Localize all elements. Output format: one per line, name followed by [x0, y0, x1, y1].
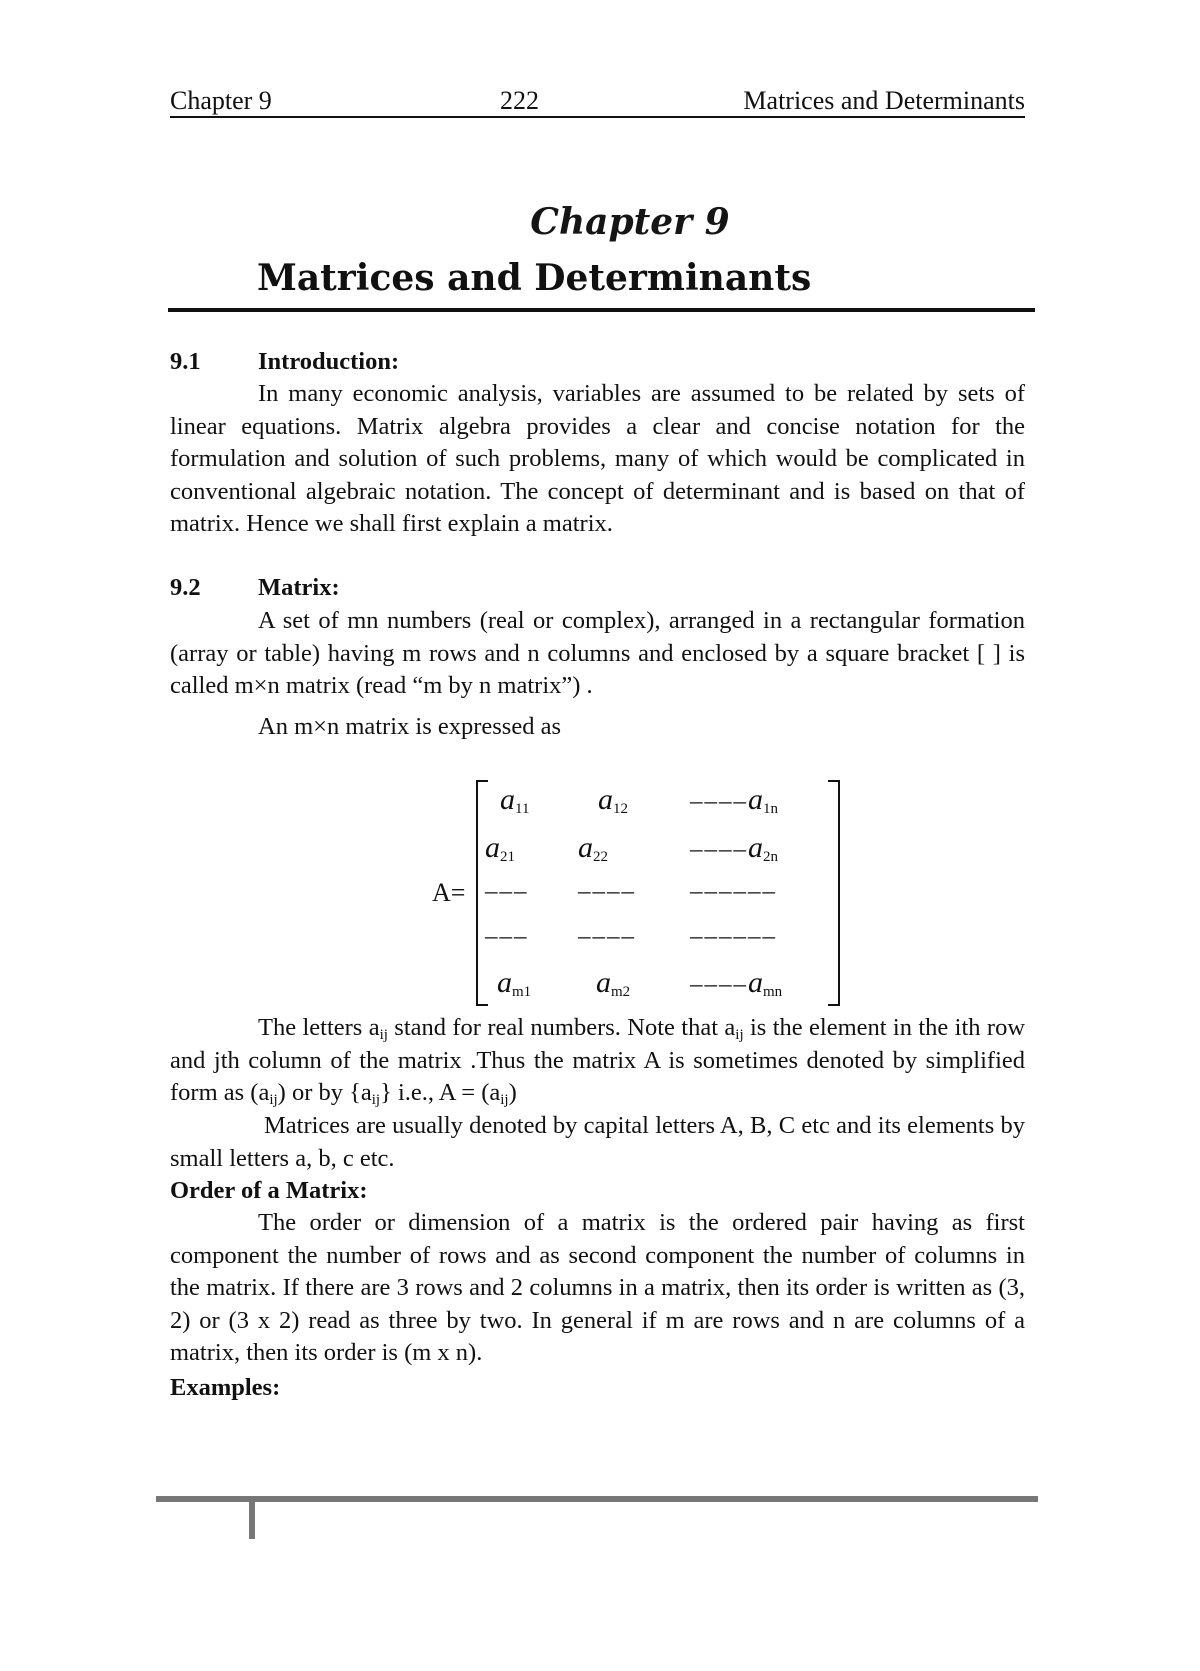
header-page-number: 222	[500, 86, 539, 115]
chapter-title: Matrices and Determinants	[257, 257, 812, 299]
matrix-cell: $a_{11}$	[500, 783, 530, 817]
matrix-paragraph: A set of mn numbers (real or complex), arranged in a rectangular formation (array or table) having m rows and n columns and enclosed by a square bracket [ ] is called m×n matrix (read “m by n matrix”) .	[170, 607, 1025, 699]
elements-paragraph: The letters $a_{ij}$ stand for real numbers. Note that $a_{ij}$ is the element in the ith row and jth column of the matrix .Thus the matrix A is sometimes denoted by simplified form as $(a_{ij})$ or by $\{a_{ij}\}$ i.e., $A = (a_{ij})$	[170, 1014, 1026, 1108]
section-number: 9.1	[170, 348, 201, 375]
header-chapter: Chapter 9	[170, 86, 272, 115]
matrix-cell: $a_{21}$	[485, 831, 515, 865]
matrix-expressed-line: An m×n matrix is expressed as	[258, 713, 561, 740]
matrix-cell: $a_{m2}$	[596, 966, 631, 1000]
order-heading: Order of a Matrix:	[170, 1177, 368, 1204]
running-header	[170, 86, 1025, 118]
footer-rule	[156, 1496, 1038, 1502]
matrix-dashes: ––––	[578, 878, 636, 905]
matrix-dashes: –––	[485, 923, 529, 950]
title-rule	[168, 308, 1035, 312]
matrix-right-bracket	[828, 780, 840, 1006]
matrix-cell: $----a_{1n}$	[690, 783, 778, 817]
matrix-cell: $----a_{2n}$	[690, 831, 778, 865]
matrix-dashes: ––––––	[690, 923, 777, 950]
order-paragraph: The order or dimension of a matrix is the ordered pair having as first component the number of rows and as second component the number of columns in the matrix. If there are 3 rows and 2 columns in a matrix, then its order is written as (3, 2) or (3 x 2) read as three by two. In general if m are rows and n are columns of a matrix, then its order is (m x n).	[170, 1209, 1025, 1366]
notation-paragraph: Matrices are usually denoted by capital letters A, B, C etc and its elements by small letters a, b, c etc.	[170, 1112, 1025, 1172]
examples-heading: Examples:	[170, 1374, 281, 1401]
matrix-dashes: ––––	[578, 923, 636, 950]
chapter-label: Chapter 9	[530, 201, 730, 243]
section-heading-matrix	[170, 572, 340, 604]
header-title: Matrices and Determinants	[743, 86, 1025, 115]
section-title: Matrix:	[258, 574, 340, 601]
matrix-cell: $a_{m1}$	[497, 966, 532, 1000]
footer-tick	[249, 1496, 255, 1539]
matrix-label: A=	[432, 878, 466, 907]
section-number: 9.2	[170, 574, 201, 601]
matrix-dashes: ––––––	[690, 878, 777, 905]
matrix-cell: $a_{12}$	[598, 783, 628, 817]
matrix-dashes: –––	[485, 878, 529, 905]
matrix-cell: $a_{22}$	[578, 831, 608, 865]
matrix-cell: $----a_{mn}$	[690, 966, 783, 1000]
section-title: Introduction:	[258, 348, 400, 375]
intro-paragraph: In many economic analysis, variables are assumed to be related by sets of linear equations. Matrix algebra provides a clear and concise notation for the formulation and solution of such problems, many of which would be complicated in conventional algebraic notation. The concept of determinant and is based on that of matrix. Hence we shall first explain a matrix.	[170, 380, 1025, 537]
section-heading-intro	[170, 346, 399, 378]
